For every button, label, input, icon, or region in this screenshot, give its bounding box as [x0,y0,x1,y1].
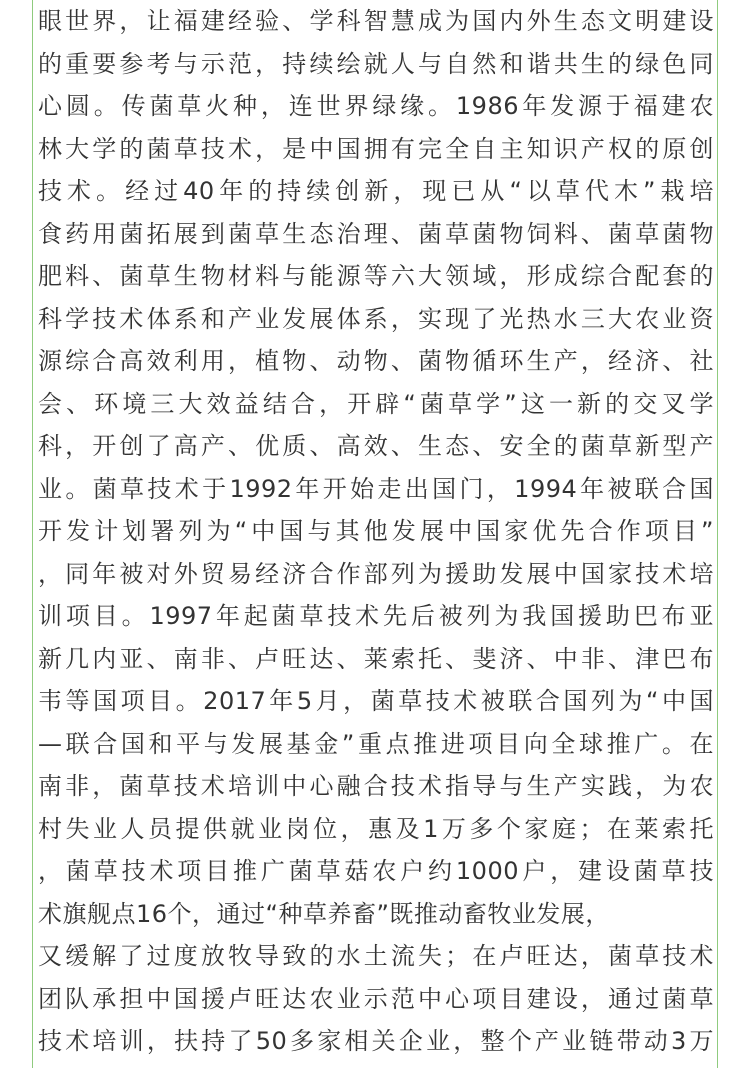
text-line: 术旗舰点16个，通过“种草养畜”既推动畜牧业发展， [38,899,610,928]
text-line: 源综合高效利用，植物、动物、菌物循环生产，经济、社 [38,347,714,375]
text-line: 会、环境三大效益结合，开辟“菌草学”这一新的交叉学 [38,389,714,418]
text-line: 技术培训，扶持了50多家相关企业，整个产业链带动3万 [38,1027,714,1055]
text-line: 食药用菌拓展到菌草生态治理、菌草菌物饲料、菌草菌物 [38,219,714,248]
text-line: —联合国和平与发展基金”重点推进项目向全球推广。在 [38,729,714,758]
text-line: 新几内亚、南非、卢旺达、莱索托、斐济、中非、津巴布 [38,644,714,673]
text-line: 南非，菌草技术培训中心融合技术指导与生产实践，为农 [38,772,714,800]
text-line: 韦等国项目。2017年5月，菌草技术被联合国列为“中国 [38,687,714,715]
text-line: 开发计划署列为“中国与其他发展中国家优先合作项目” [38,517,714,545]
text-line: 林大学的菌草技术，是中国拥有完全自主知识产权的原创 [38,134,714,163]
text-line: 科学技术体系和产业发展体系，实现了光热水三大农业资 [38,304,714,333]
text-line: 科，开创了高产、优质、高效、生态、安全的菌草新型产 [38,432,714,460]
text-line: 眼世界，让福建经验、学科智慧成为国内外生态文明建设 [38,7,714,35]
text-line: 村失业人员提供就业岗位，惠及1万多个家庭；在莱索托 [38,814,714,843]
text-line: 肥料、菌草生物材料与能源等六大领域，形成综合配套的 [38,262,714,290]
text-line: ，同年被对外贸易经济合作部列为援助发展中国家技术培 [38,559,714,588]
text-line: 团队承担中国援卢旺达农业示范中心项目建设，通过菌草 [38,984,714,1013]
text-line: 的重要参考与示范，持续绘就人与自然和谐共生的绿色同 [38,49,714,78]
text-line: 训项目。1997年起菌草技术先后被列为我国援助巴布亚 [38,602,714,630]
text-line: ，菌草技术项目推广菌草菇农户约1000户，建设菌草技 [38,857,714,885]
text-line: 业。菌草技术于1992年开始走出国门，1994年被联合国 [38,474,714,503]
text-line: 又缓解了过度放牧导致的水土流失；在卢旺达，菌草技术 [38,942,714,970]
text-line: 技术。经过40年的持续创新，现已从“以草代木”栽培 [38,177,714,205]
text-line: 心圆。传菌草火种，连世界绿缘。1986年发源于福建农 [38,92,714,120]
article-body [38,0,714,1063]
